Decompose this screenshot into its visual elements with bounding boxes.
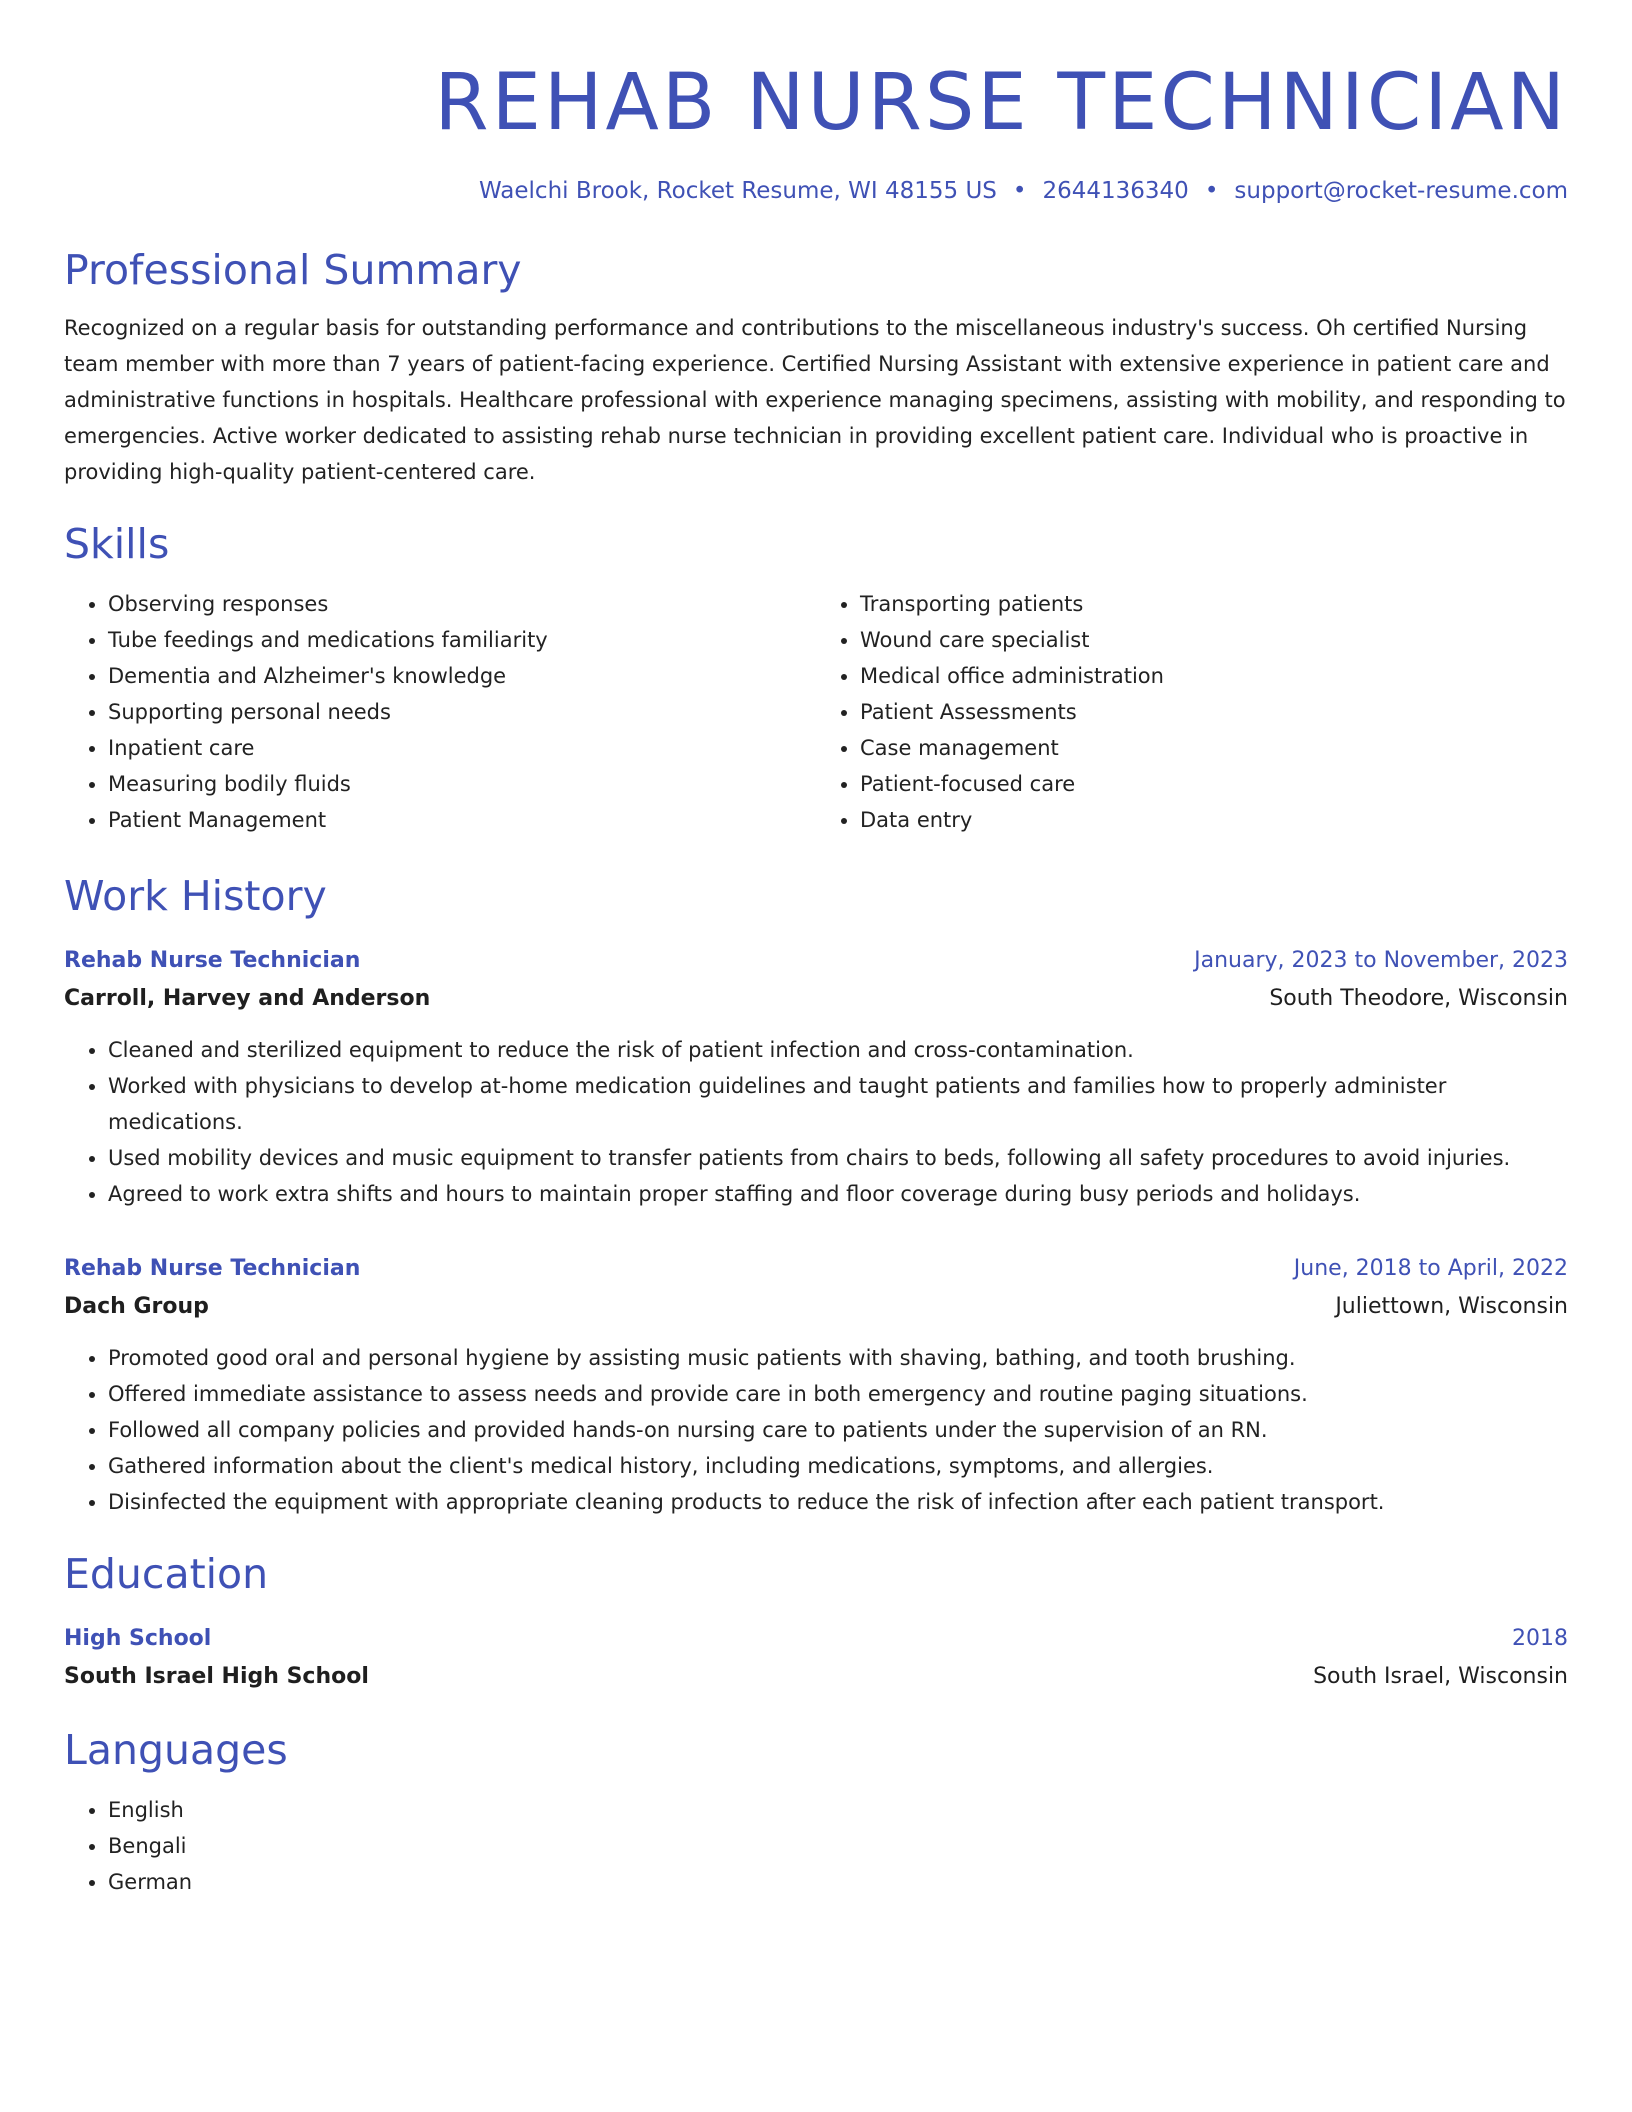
languages-heading: Languages (64, 1726, 288, 1774)
job-location: South Theodore, Wisconsin (1269, 986, 1568, 1011)
job-company: Carroll, Harvey and Anderson (64, 986, 431, 1011)
education-degree: High School (64, 1626, 212, 1651)
duty-item: • Agreed to work extra shifts and hours to maintain proper staffing and floor coverage during busy periods and holidays. (108, 1176, 1568, 1212)
contact-separator: • (1204, 178, 1219, 204)
skill-item: • Medical office administration (860, 658, 1568, 694)
duty-item: • Offered immediate assistance to assess needs and provide care in both emergency and routine paging situations. (108, 1376, 1568, 1412)
job-header-row (64, 1250, 1568, 1288)
job-company-row (64, 980, 1568, 1018)
education-heading: Education (64, 1550, 269, 1598)
work-history-heading: Work History (64, 872, 327, 920)
summary-heading: Professional Summary (64, 246, 522, 294)
contact-line (64, 176, 1568, 206)
job-entry (64, 1250, 1568, 1520)
education-location: South Israel, Wisconsin (1313, 1664, 1568, 1689)
skill-item: • Observing responses (108, 586, 816, 622)
candidate-name: REHAB NURSE TECHNICIAN (434, 58, 1568, 148)
job-duties (64, 1032, 1568, 1212)
duty-item: • Worked with physicians to develop at-home medication guidelines and taught patients and families how to properly administer medications. (108, 1068, 1568, 1140)
skill-item: • Patient Assessments (860, 694, 1568, 730)
skills-column-left (64, 586, 816, 838)
duty-item: • Followed all company policies and provided hands-on nursing care to patients under the supervision of an RN. (108, 1412, 1568, 1448)
education-school: South Israel High School (64, 1664, 369, 1689)
duty-item: • Promoted good oral and personal hygiene by assisting music patients with shaving, bathing, and tooth brushing. (108, 1340, 1568, 1376)
languages-list (64, 1792, 1568, 1900)
language-item: • English (108, 1792, 1568, 1828)
language-item: • Bengali (108, 1828, 1568, 1864)
skills-heading: Skills (64, 520, 170, 568)
skill-item: • Tube feedings and medications familiarity (108, 622, 816, 658)
contact-separator: • (1012, 178, 1027, 204)
skill-item: • Supporting personal needs (108, 694, 816, 730)
skill-item: • Patient Management (108, 802, 816, 838)
contact-email[interactable]: support@rocket-resume.com (1234, 178, 1568, 204)
job-location: Juliettown, Wisconsin (1335, 1294, 1568, 1319)
job-company: Dach Group (64, 1294, 209, 1319)
skill-item: • Transporting patients (860, 586, 1568, 622)
duty-item: • Gathered information about the client's medical history, including medications, symptoms, and allergies. (108, 1448, 1568, 1484)
skills-column-right (816, 586, 1568, 838)
language-item: • German (108, 1864, 1568, 1900)
skill-item: • Case management (860, 730, 1568, 766)
skill-item: • Dementia and Alzheimer's knowledge (108, 658, 816, 694)
job-title: Rehab Nurse Technician (64, 1256, 361, 1281)
skill-item: • Measuring bodily fluids (108, 766, 816, 802)
contact-address: Waelchi Brook, Rocket Resume, WI 48155 US (479, 178, 997, 204)
education-school-row (64, 1658, 1568, 1696)
skills-list (64, 586, 1568, 838)
skill-item: • Patient-focused care (860, 766, 1568, 802)
skill-item: • Wound care specialist (860, 622, 1568, 658)
education-header-row (64, 1620, 1568, 1658)
job-dates: June, 2018 to April, 2022 (1293, 1256, 1568, 1281)
skill-item: • Inpatient care (108, 730, 816, 766)
education-entry (64, 1620, 1568, 1696)
skill-item: • Data entry (860, 802, 1568, 838)
duty-item: • Cleaned and sterilized equipment to reduce the risk of patient infection and cross-contamination. (108, 1032, 1568, 1068)
job-title: Rehab Nurse Technician (64, 948, 361, 973)
summary-text: Recognized on a regular basis for outstanding performance and contributions to the miscellaneous industry's success. Oh certified Nursing team member with more than 7 years of patient-facing experience. Certified Nursing Assistant with extensive experience in patient care and administrative functions in hospitals. Healthcare professional with experience managing specimens, assisting with mobility, and responding to emergencies. Active worker dedicated to assisting rehab nurse technician in providing excellent patient care. Individual who is proactive in providing high-quality patient-centered care. (64, 316, 1566, 484)
education-year: 2018 (1512, 1626, 1568, 1651)
contact-phone[interactable]: 2644136340 (1042, 178, 1189, 204)
job-company-row (64, 1288, 1568, 1326)
resume-header (64, 48, 1568, 206)
job-header-row (64, 942, 1568, 980)
duty-item: • Disinfected the equipment with appropriate cleaning products to reduce the risk of infection after each patient transport. (108, 1484, 1568, 1520)
job-entry (64, 942, 1568, 1212)
job-dates: January, 2023 to November, 2023 (1194, 948, 1568, 973)
job-duties (64, 1340, 1568, 1520)
duty-item: • Used mobility devices and music equipment to transfer patients from chairs to beds, following all safety procedures to avoid injuries. (108, 1140, 1568, 1176)
